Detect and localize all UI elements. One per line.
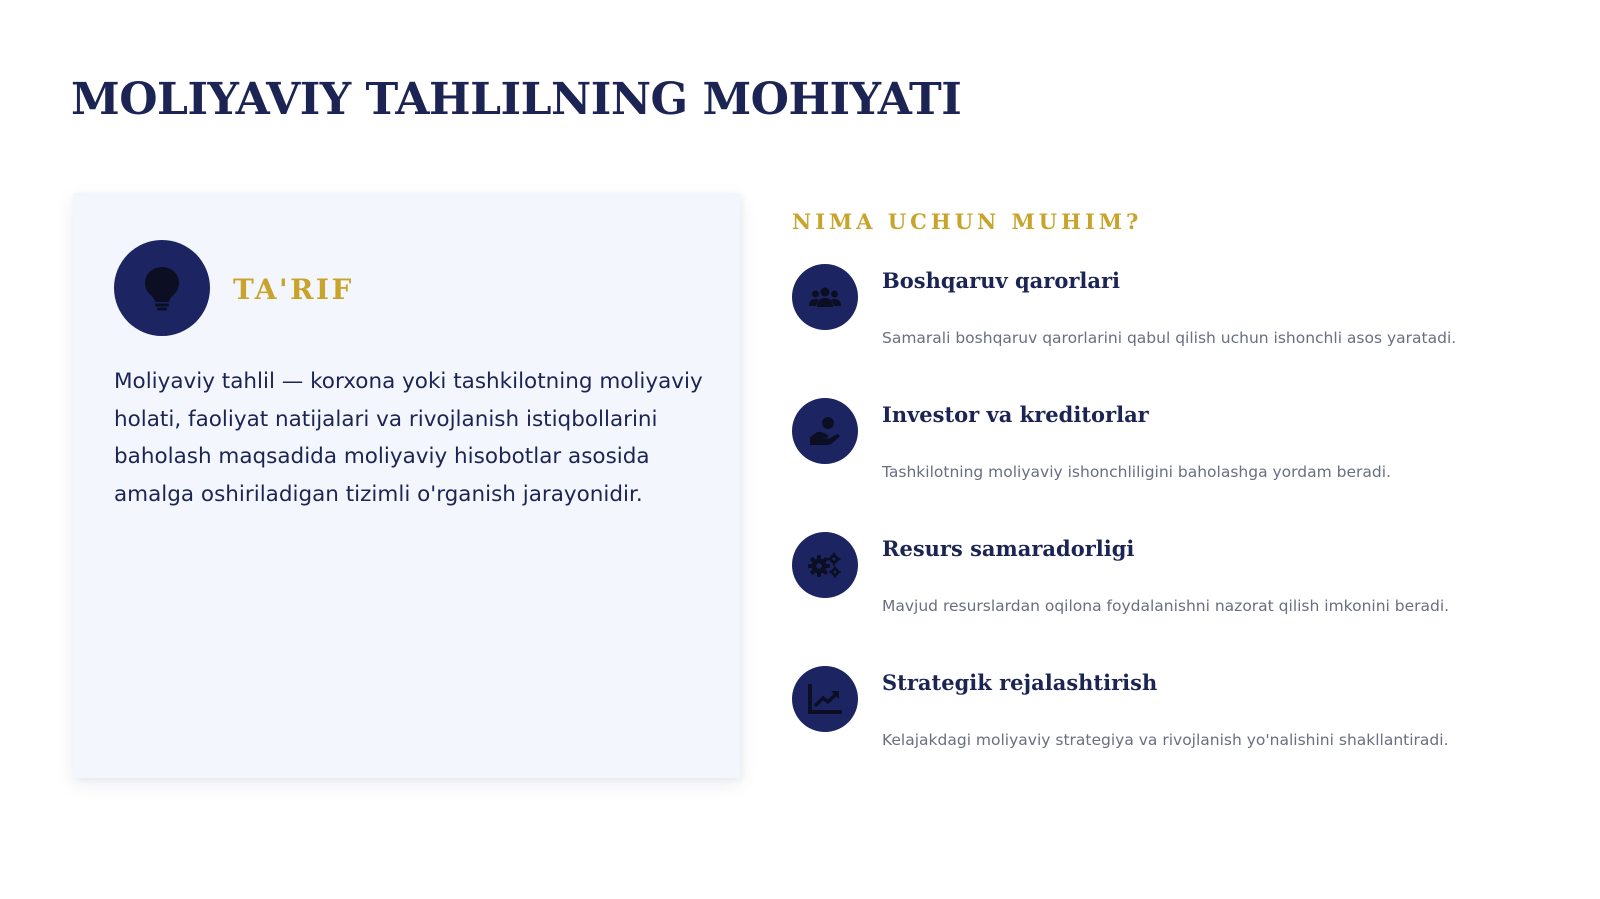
hand-coin-icon xyxy=(808,415,842,447)
chart-line-icon xyxy=(808,684,842,714)
importance-item-title: Strategik rejalashtirish xyxy=(882,670,1158,695)
importance-item-title: Resurs samaradorligi xyxy=(882,536,1135,561)
definition-heading: TA'RIF xyxy=(233,273,354,306)
importance-icon-badge xyxy=(792,666,858,732)
definition-card xyxy=(73,193,740,778)
importance-item-resources xyxy=(792,532,1552,642)
importance-item-description: Samarali boshqaruv qarorlarini qabul qilish uchun ishonchli asos yaratadi. xyxy=(882,329,1457,347)
importance-item-strategy xyxy=(792,666,1552,776)
importance-icon-badge xyxy=(792,264,858,330)
importance-item-title: Investor va kreditorlar xyxy=(882,402,1149,427)
importance-item-description: Mavjud resurslardan oqilona foydalanishni nazorat qilish imkonini beradi. xyxy=(882,597,1450,615)
importance-item-management xyxy=(792,264,1552,374)
lightbulb-icon xyxy=(142,265,182,311)
importance-icon-badge xyxy=(792,532,858,598)
definition-text: Moliyaviy tahlil — korxona yoki tashkilotning moliyaviy holati, faoliyat natijalari va rivojlanish istiqbollarini baholash maqsadida moliyaviy hisobotlar asosida amalga oshiriladigan tizimli o'rganish jarayonidir. xyxy=(114,369,703,507)
importance-icon-badge xyxy=(792,398,858,464)
users-icon xyxy=(808,285,842,309)
importance-item-description: Kelajakdagi moliyaviy strategiya va rivojlanish yo'nalishini shakllantiradi. xyxy=(882,731,1449,749)
importance-heading: NIMA UCHUN MUHIM? xyxy=(792,209,1143,234)
importance-item-description: Tashkilotning moliyaviy ishonchliligini baholashga yordam beradi. xyxy=(882,463,1391,481)
gears-icon xyxy=(807,551,843,579)
page-title: MOLIYAVIY TAHLILNING MOHIYATI xyxy=(71,74,962,125)
definition-icon-badge xyxy=(114,240,210,336)
importance-item-investors xyxy=(792,398,1552,508)
importance-item-title: Boshqaruv qarorlari xyxy=(882,268,1121,293)
